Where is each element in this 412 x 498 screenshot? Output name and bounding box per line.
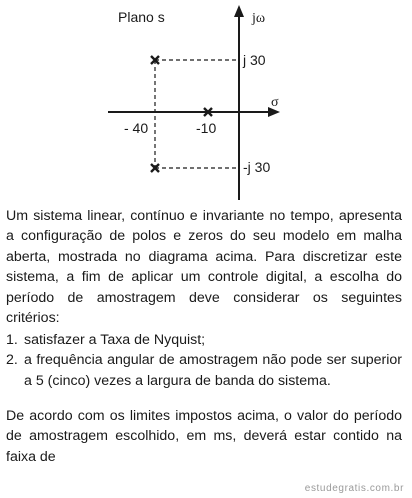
imag-axis-arrow <box>234 5 244 17</box>
real-axis-label: σ <box>271 95 279 110</box>
criteria-list <box>6 330 402 391</box>
criterion-2 <box>6 350 402 391</box>
criterion-1-text: satisfazer a Taxa de Nyquist; <box>24 332 206 348</box>
problem-statement: Um sistema linear, contínuo e invariante no tempo, apresenta a configuração de polos e zeros do seu modelo em malha aberta, mostrada no diagrama acima. Para discretizar este sistema, a fim de aplicar um controle digital, a escolha do período de amostragem deve considerar os seguintes critérios: <box>6 208 402 327</box>
s-plane-diagram <box>0 0 412 206</box>
criterion-1 <box>6 330 402 350</box>
site-watermark: estudegratis.com.br <box>304 483 404 494</box>
neg-imag-label: -j 30 <box>243 159 271 175</box>
criterion-1-number: 1. <box>6 332 18 348</box>
pole-real-label: - 40 <box>124 120 149 136</box>
pos-imag-label: j 30 <box>243 52 266 68</box>
criterion-2-number: 2. <box>6 352 18 369</box>
imag-axis-label: jω <box>252 11 266 26</box>
question-prompt: De acordo com os limites impostos acima, o valor do período de amostragem escolhido, em ms, deverá estar contido na faixa de <box>6 408 402 465</box>
criterion-2-text: a frequência angular de amostragem não pode ser superior a 5 (cinco) vezes a largura de banda do sistema. <box>24 352 402 389</box>
zero-real-label: -10 <box>196 120 217 136</box>
plane-title: Plano s <box>118 9 165 25</box>
